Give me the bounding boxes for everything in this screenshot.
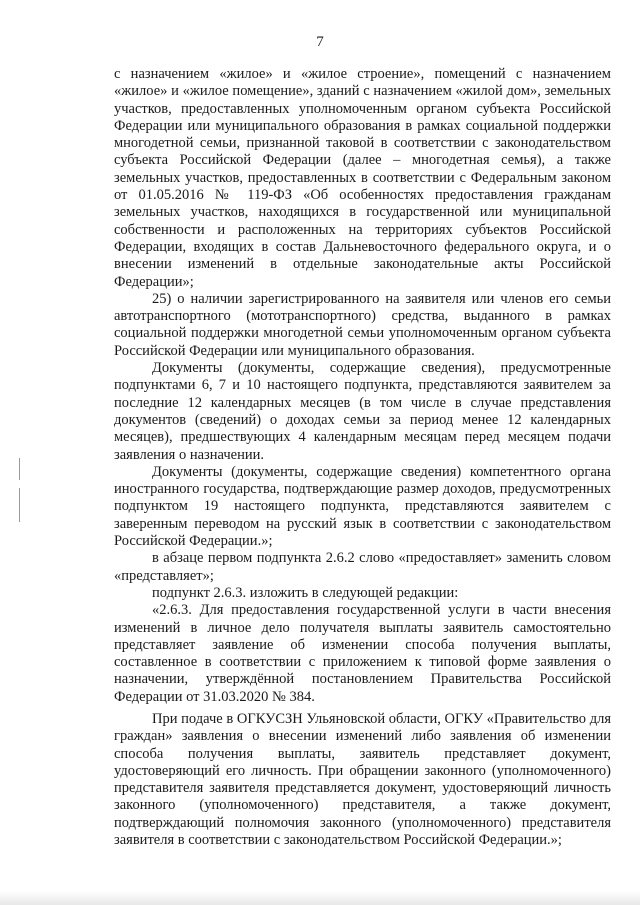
paragraph-documents-period: Документы (документы, содержащие сведения), предусмотренные подпунктами 6, 7 и 10 настоящего подпункта, представляются заявителем за последние 12 календарных месяцев (в том числе в случае представления документов (сведений) о доходах семьи за период менее 12 календарных месяцев), предшествующих 4 календарным месяцам перед месяцем подачи заявления о назначении. xyxy=(114,360,611,463)
paragraph-amendment-2-6-2: в абзаце первом подпункта 2.6.2 слово «предоставляет» заменить словом «представляет»; xyxy=(114,550,611,584)
paragraph-continuation: с назначением «жилое» и «жилое строение», помещений с назначением «жилое» и «жилое помещение», зданий с назначением «жилой дом», земельных участков, предоставленных уполномоченным органом субъекта Российской Федерации или муниципального образования в рамках социальной поддержки многодетной семьи, признанной таковой в соответствии с законодательством субъекта Российской Федерации (далее – многодетная семья), а также земельных участков, предоставленных в соответствии с Федеральным законом от 01.05.2016 № 119-ФЗ «Об особенностях предоставления гражданам земельных участков, находящихся в государственной или муниципальной собственности и расположенных на территориях субъектов Российской Федерации, входящих в состав Дальневосточного федерального округа, и о внесении изменений в отдельные законодательные акты Российской Федерации»; xyxy=(114,66,611,290)
margin-scan-mark xyxy=(19,458,20,480)
paragraph-2-6-3-text: «2.6.3. Для предоставления государственной услуги в части внесения изменений в личное дело получателя выплаты заявитель самостоятельно представляет заявление об изменении способа получения выплаты, составленное в соответствии с приложением к типовой форме заявления о назначении, утверждённой постановлением Правительства Российской Федерации от 31.03.2020 № 384. xyxy=(114,602,611,705)
paragraph-submission-rules: При подаче в ОГКУСЗН Ульяновской области, ОГКУ «Правительство для граждан» заявления о внесении изменений либо заявления об изменении способа получения выплаты, заявитель представляет документ, удостоверяющий его личность. При обращении законного (уполномоченного) представителя заявителя представляется документ, удостоверяющий личность законного (уполномоченного) представителя, а также документ, подтверждающий полномочия законного (уполномоченного) представителя заявителя в соответствии с законодательством Российской Федерации.»; xyxy=(114,710,611,849)
page-number: 7 xyxy=(316,34,324,50)
paragraph-foreign-documents: Документы (документы, содержащие сведения) компетентного органа иностранного государства, подтверждающие размер доходов, предусмотренных подпунктом 19 настоящего подпункта, представляются заявителем с заверенным переводом на русский язык в соответствии с законодательством Российской Федерации.»; xyxy=(114,463,611,550)
paragraph-item-25: 25) о наличии зарегистрированного на заявителя или членов его семьи автотранспортного (мототранспортного) средства, выданного в рамках социальной поддержки многодетной семьи уполномоченным органом субъекта Российской Федерации или муниципального образования. xyxy=(114,290,611,359)
scan-bottom-edge xyxy=(0,891,640,905)
document-body xyxy=(114,66,611,849)
margin-scan-mark xyxy=(19,488,20,522)
paragraph-amendment-2-6-3-intro: подпункт 2.6.3. изложить в следующей редакции: xyxy=(152,584,459,601)
